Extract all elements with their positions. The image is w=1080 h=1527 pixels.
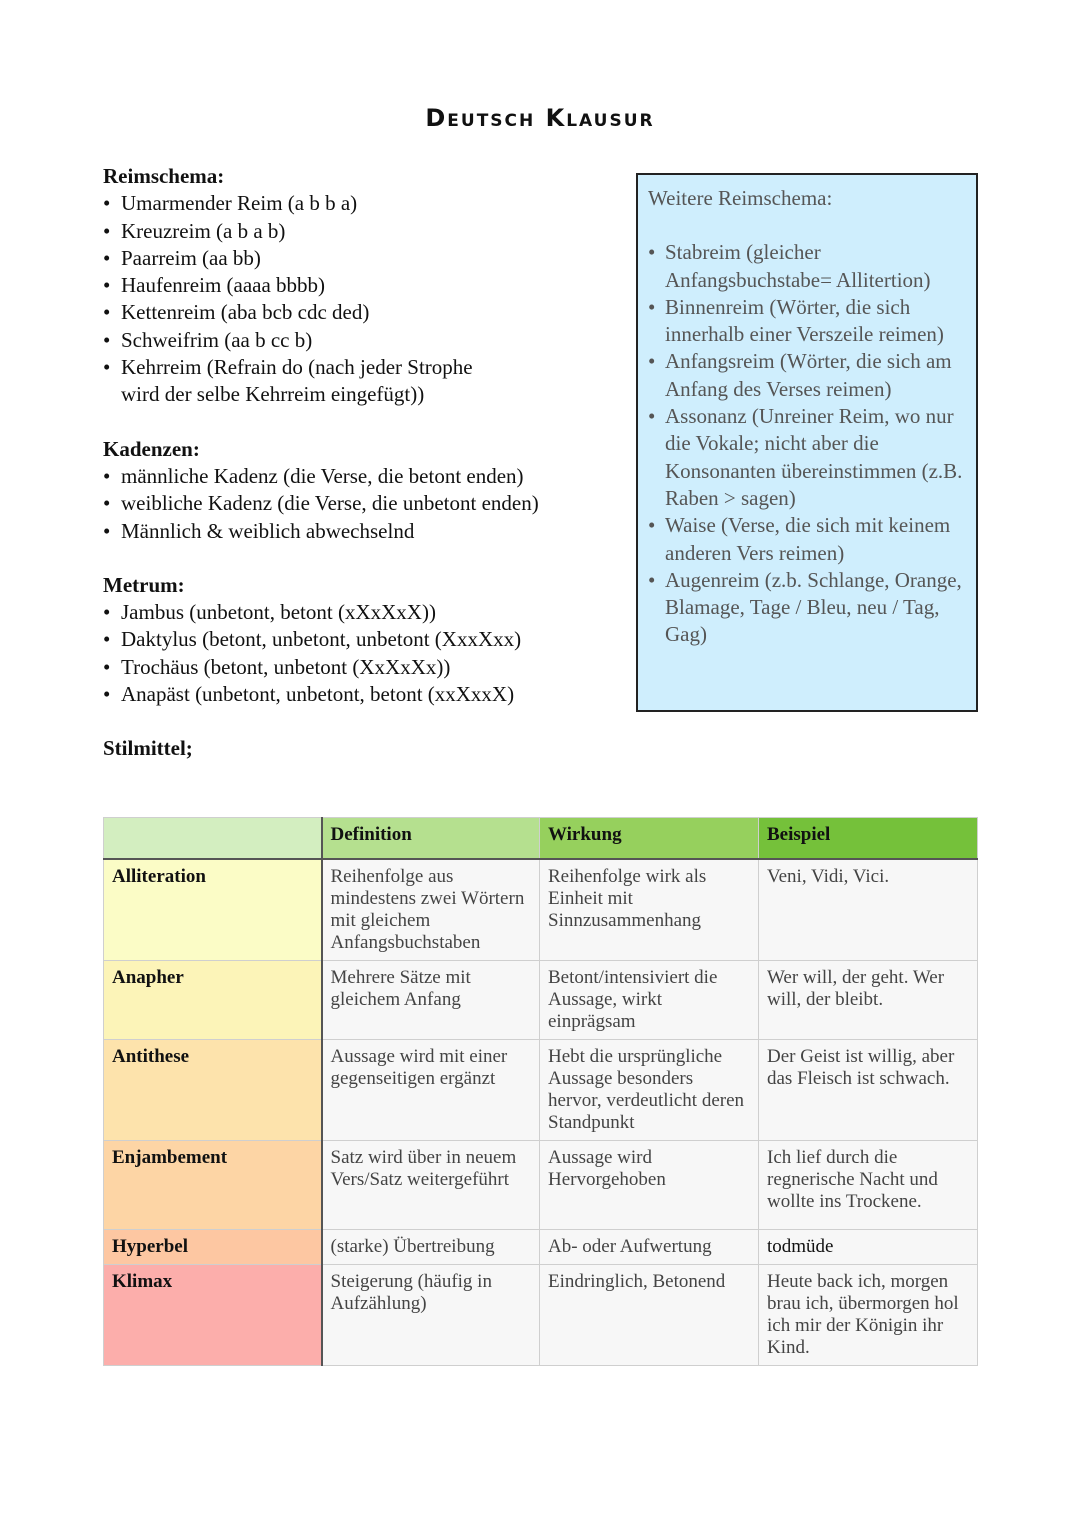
weitere-reimschema-box [636, 173, 978, 712]
beispiel-cell: Heute back ich, morgen brau ich, übermorgen hol ich mir der Königin ihr Kind. [759, 1265, 978, 1366]
row-name: Klimax [104, 1265, 322, 1366]
wirkung-cell: Reihenfolge wirk als Einheit mit Sinnzusammenhang [540, 859, 759, 961]
row-name: Enjambement [104, 1141, 322, 1230]
metrum-list [103, 599, 623, 708]
list-item: • Männlich & weiblich abwechselnd [103, 518, 623, 545]
list-item: • männliche Kadenz (die Verse, die betont enden) [103, 463, 623, 490]
list-item: • Umarmender Reim (a b b a) [103, 190, 623, 217]
reimschema-heading: Reimschema: [103, 164, 225, 188]
row-name: Alliteration [104, 859, 322, 961]
definition-cell: (starke) Übertreibung [322, 1230, 540, 1265]
beispiel-cell: Veni, Vidi, Vici. [759, 859, 978, 961]
list-item: • Daktylus (betont, unbetont, unbetont (XxxXxx) [103, 626, 623, 653]
definition-cell: Satz wird über in neuem Vers/Satz weitergeführt [322, 1141, 540, 1230]
list-item: • Assonanz (Unreiner Reim, wo nur die Vokale; nicht aber die Konsonanten übereinstimmen (z.B. Raben > sagen) [648, 403, 968, 512]
list-item: • Haufenreim (aaaa bbbb) [103, 272, 623, 299]
list-item: • Anapäst (unbetont, unbetont, betont (xxXxxX) [103, 681, 623, 708]
header-cell [104, 818, 322, 860]
list-item: • Binnenreim (Wörter, die sich innerhalb einer Verszeile reimen) [648, 294, 968, 349]
box-title: Weitere Reimschema: [648, 186, 833, 210]
page-title: Deutsch Klausur [425, 104, 655, 132]
header-cell: Definition [322, 818, 540, 860]
list-item: • Kreuzreim (a b a b) [103, 218, 623, 245]
beispiel-cell: Ich lief durch die regnerische Nacht und wollte ins Trockene. [759, 1141, 978, 1230]
row-name: Hyperbel [104, 1230, 322, 1265]
list-item: • Trochäus (betont, unbetont (XxXxXx)) [103, 654, 623, 681]
list-item: • Augenreim (z.b. Schlange, Orange, Blamage, Tage / Bleu, neu / Tag, Gag) [648, 567, 968, 649]
list-item: • Jambus (unbetont, betont (xXxXxX)) [103, 599, 623, 626]
row-name: Anapher [104, 961, 322, 1040]
list-item: • Kettenreim (aba bcb cdc ded) [103, 299, 623, 326]
wirkung-cell: Ab- oder Aufwertung [540, 1230, 759, 1265]
wirkung-cell: Aussage wird Hervorgehoben [540, 1141, 759, 1230]
metrum-heading: Metrum: [103, 572, 185, 597]
weitere-list [648, 239, 968, 648]
wirkung-cell: Hebt die ursprüngliche Aussage besonders hervor, verdeutlicht deren Standpunkt [540, 1040, 759, 1141]
stilmittel-heading: Stilmittel; [103, 736, 193, 761]
list-item: • Schweifrim (aa b cc b) [103, 327, 623, 354]
wirkung-cell: Eindringlich, Betonend [540, 1265, 759, 1366]
row-name: Antithese [104, 1040, 322, 1141]
definition-cell: Mehrere Sätze mit gleichem Anfang [322, 961, 540, 1040]
table-row [104, 1040, 978, 1141]
table-header-row [104, 818, 978, 860]
table-row [104, 961, 978, 1040]
list-item: • Kehrreim (Refrain do (nach jeder Strophe wird der selbe Kehrreim eingefügt)) [103, 354, 491, 409]
wirkung-cell: Betont/intensiviert die Aussage, wirkt einprägsam [540, 961, 759, 1040]
beispiel-cell: Der Geist ist willig, aber das Fleisch ist schwach. [759, 1040, 978, 1141]
table-row [104, 1230, 978, 1265]
beispiel-cell: Wer will, der geht. Wer will, der bleibt. [759, 961, 978, 1040]
definition-cell: Aussage wird mit einer gegenseitigen ergänzt [322, 1040, 540, 1141]
kadenzen-list [103, 463, 623, 545]
list-item: • weibliche Kadenz (die Verse, die unbetont enden) [103, 490, 623, 517]
table-row [104, 859, 978, 961]
header-cell: Wirkung [540, 818, 759, 860]
stilmittel-table [103, 817, 978, 1366]
table-row [104, 1141, 978, 1230]
beispiel-cell: todmüde [759, 1230, 978, 1265]
kadenzen-heading: Kadenzen: [103, 436, 200, 461]
definition-cell: Reihenfolge aus mindestens zwei Wörtern mit gleichem Anfangsbuchstaben [322, 859, 540, 961]
list-item: • Waise (Verse, die sich mit keinem anderen Vers reimen) [648, 512, 968, 567]
reimschema-list [103, 190, 623, 408]
definition-cell: Steigerung (häufig in Aufzählung) [322, 1265, 540, 1366]
table-row [104, 1265, 978, 1366]
list-item: • Stabreim (gleicher Anfangsbuchstabe= Allitertion) [648, 239, 968, 294]
list-item: • Paarreim (aa bb) [103, 245, 623, 272]
header-cell: Beispiel [759, 818, 978, 860]
list-item: • Anfangsreim (Wörter, die sich am Anfang des Verses reimen) [648, 348, 968, 403]
left-column [103, 163, 623, 763]
